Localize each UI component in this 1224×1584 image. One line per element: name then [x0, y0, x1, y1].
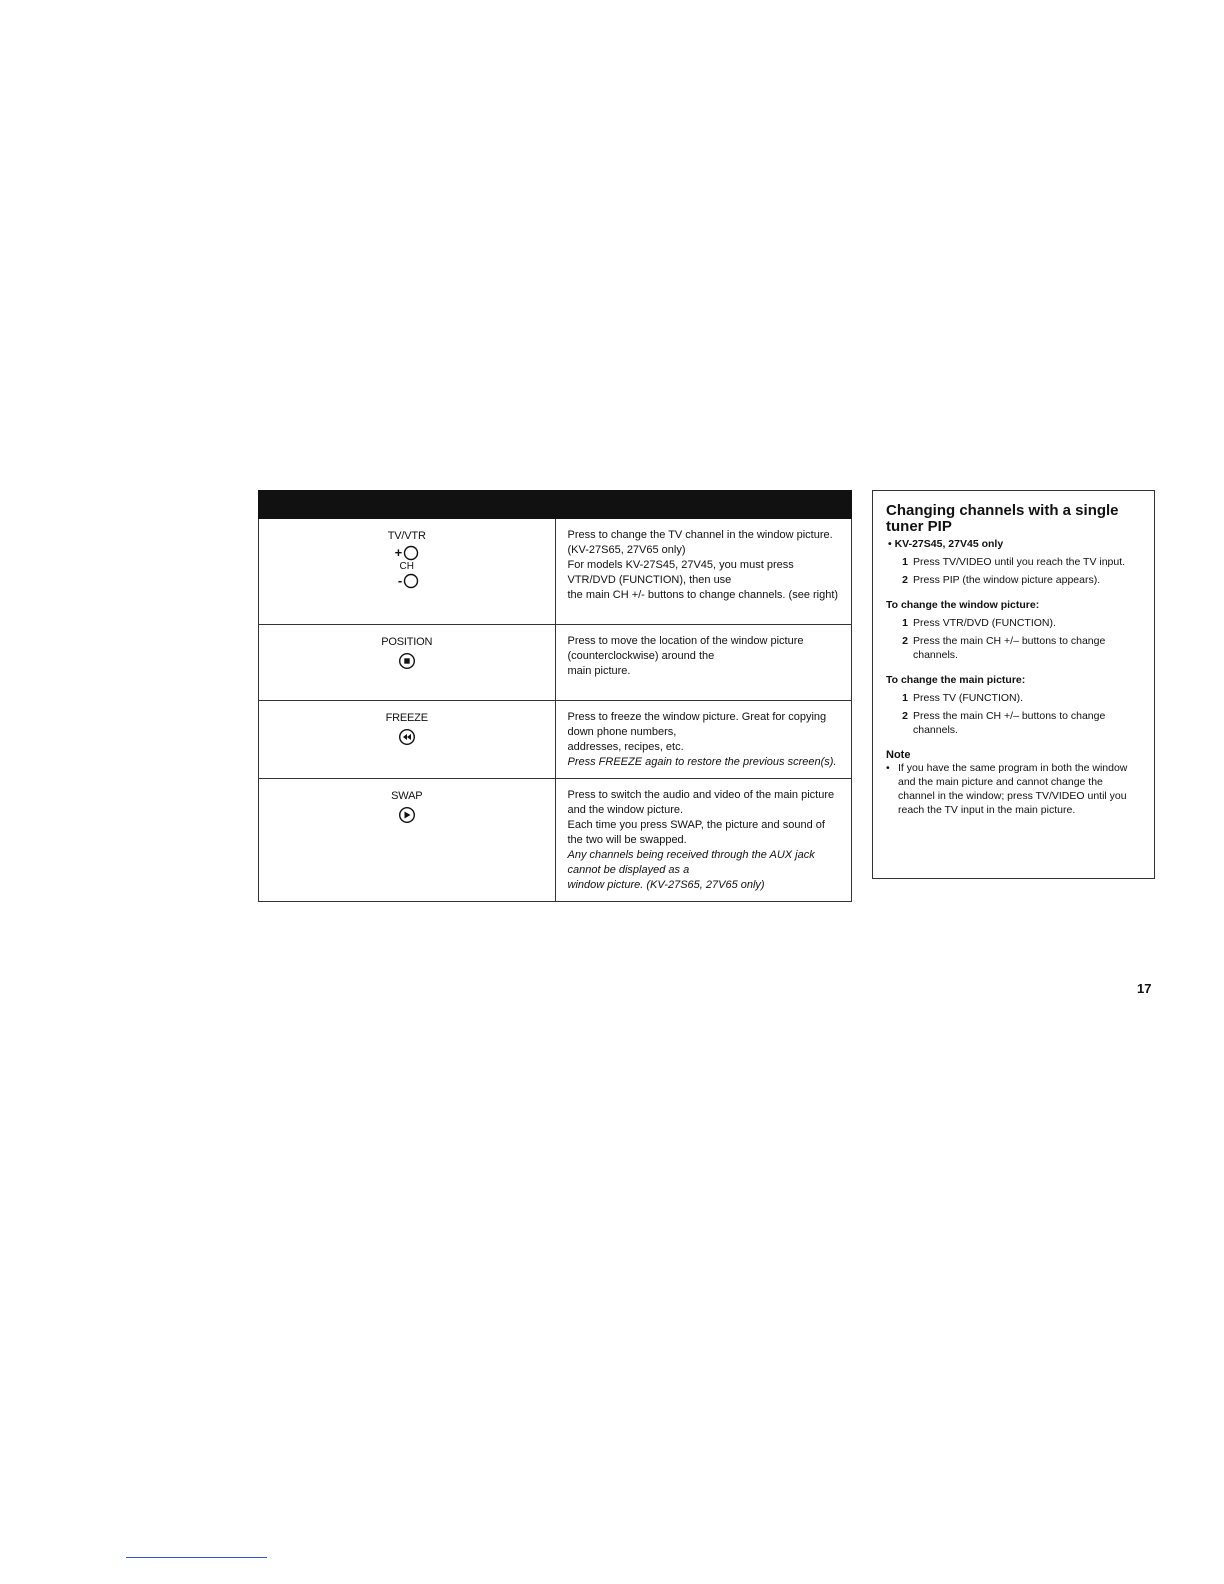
- main-picture-heading: To change the main picture:: [886, 674, 1026, 686]
- step-number: 2: [902, 710, 908, 722]
- step-text: Press the main CH +/– buttons to change channels.: [913, 635, 1106, 661]
- bullet-dot: •: [886, 762, 890, 774]
- minus-sign: -: [397, 573, 403, 588]
- tv-vtr-ch-button-cell: [259, 519, 556, 625]
- window-picture-heading: To change the window picture:: [886, 599, 1040, 611]
- circle-button-icon: [403, 573, 419, 589]
- list-item: [886, 555, 1142, 569]
- swap-description: [555, 779, 852, 902]
- list-item: [886, 709, 1142, 737]
- description-line: the main CH +/- buttons to change channels. (see right): [567, 589, 839, 601]
- table-row: [259, 625, 852, 701]
- pip-controls-table: [258, 490, 852, 902]
- list-item: [886, 616, 1142, 630]
- freeze-button-icon: [398, 728, 416, 746]
- plus-sign: +: [394, 545, 403, 560]
- description-line: addresses, recipes, etc.: [567, 741, 684, 753]
- ch-minus-button: [394, 572, 419, 589]
- step-text: Press the main CH +/– buttons to change channels.: [913, 710, 1106, 736]
- tv-vtr-label: TV/VTR: [387, 530, 426, 542]
- note-item: [886, 761, 1142, 817]
- description-italic-line: Press FREEZE again to restore the previous screen(s).: [567, 756, 837, 768]
- ch-label: CH: [399, 561, 414, 572]
- model-applicability: • KV-27S45, 27V45 only: [888, 538, 1004, 550]
- footer-rule: [126, 1557, 267, 1558]
- ch-plus-button: [394, 544, 419, 561]
- step-number: 1: [902, 556, 908, 568]
- step-text: Press VTR/DVD (FUNCTION).: [913, 617, 1056, 629]
- freeze-button-cell: [259, 701, 556, 779]
- list-item: [886, 634, 1142, 662]
- circle-button-icon: [403, 545, 419, 561]
- description-line: main picture.: [567, 665, 631, 677]
- note-heading: Note: [886, 749, 911, 761]
- step-number: 1: [902, 692, 908, 704]
- description-line: Press to move the location of the window picture (counterclockwise) around the: [567, 635, 804, 662]
- swap-button-cell: [259, 779, 556, 902]
- single-tuner-pip-box: [872, 490, 1155, 879]
- table-header-bar: [259, 491, 852, 519]
- position-label: POSITION: [381, 636, 433, 648]
- description-line: Press to freeze the window picture. Great for copying down phone numbers,: [567, 711, 827, 738]
- step-number: 2: [902, 574, 908, 586]
- freeze-label: FREEZE: [385, 712, 428, 724]
- description-line: For models KV-27S45, 27V45, you must press VTR/DVD (FUNCTION), then use: [567, 559, 794, 586]
- table-row: [259, 701, 852, 779]
- description-line: Each time you press SWAP, the picture and sound of the two will be swapped.: [567, 819, 825, 846]
- page-number: 17: [1137, 981, 1152, 996]
- description-line: Press to change the TV channel in the window picture. (KV-27S65, 27V65 only): [567, 529, 833, 556]
- step-number: 1: [902, 617, 908, 629]
- position-description: [555, 625, 852, 701]
- position-button-icon: [398, 652, 416, 670]
- sidebar-title: Changing channels with a single tuner PIP: [886, 502, 1119, 535]
- step-number: 2: [902, 635, 908, 647]
- tv-vtr-description: [555, 519, 852, 625]
- step-text: Press TV (FUNCTION).: [913, 692, 1024, 704]
- list-item: [886, 573, 1142, 587]
- swap-label: SWAP: [391, 790, 423, 802]
- description-italic-line: Any channels being received through the AUX jack cannot be displayed as a: [567, 849, 815, 876]
- table-row: [259, 519, 852, 625]
- swap-button-icon: [398, 806, 416, 824]
- description-line: Press to switch the audio and video of the main picture and the window picture.: [567, 789, 835, 816]
- freeze-description: [555, 701, 852, 779]
- step-text: Press PIP (the window picture appears).: [913, 574, 1101, 586]
- list-item: [886, 691, 1142, 705]
- description-italic-line: window picture. (KV-27S65, 27V65 only): [567, 879, 765, 891]
- table-row: [259, 779, 852, 902]
- step-text: Press TV/VIDEO until you reach the TV input.: [913, 556, 1126, 568]
- note-text: If you have the same program in both the window and the main picture and cannot change the channel in the window; press TV/VIDEO until you reach the TV input in the main picture.: [898, 762, 1128, 816]
- position-button-cell: [259, 625, 556, 701]
